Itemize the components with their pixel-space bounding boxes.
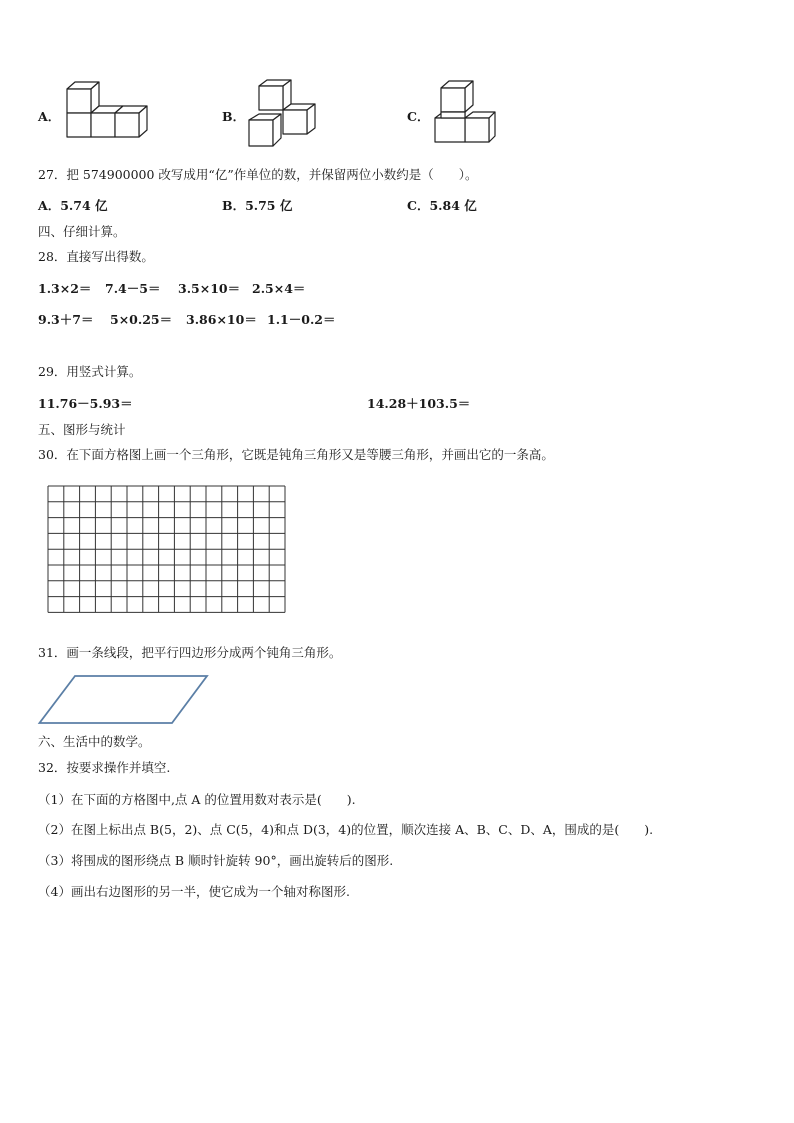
q29-item: 14.28＋103.5＝	[367, 396, 471, 411]
q29-stem: 29．用竖式计算。	[38, 364, 142, 379]
q31-stem: 31．画一条线段，把平行四边形分成两个钝角三角形。	[38, 645, 342, 660]
q32-part-3: （3）将围成的图形绕点 B 顺时针旋转 90°，画出旋转后的图形.	[38, 853, 394, 868]
q28-item: 5×0.25＝	[110, 312, 173, 327]
q32-stem: 32．按要求操作并填空.	[38, 760, 171, 775]
q26-option-a-cube-figure	[62, 84, 154, 148]
q30-stem: 30．在下面方格图上画一个三角形，它既是钝角三角形又是等腰三角形，并画出它的一条高。	[38, 447, 554, 462]
q28-item: 3.5×10＝	[178, 281, 241, 296]
q28-item: 1.3×2＝	[38, 281, 92, 296]
q28-item: 2.5×4＝	[252, 281, 306, 296]
q32-part-2: （2）在图上标出点 B(5，2)、点 C(5，4)和点 D(3，4)的位置，顺次连接 A、B、C、D、A，围成的是( ).	[38, 822, 654, 837]
q28-item: 7.4－5＝	[105, 281, 161, 296]
q28-item: 3.86×10＝	[186, 312, 257, 327]
q26-option-b-cube-figure	[246, 80, 322, 150]
q32-part-4: （4）画出右边图形的另一半，使它成为一个轴对称图形.	[38, 884, 350, 899]
q32-part-1: （1）在下面的方格图中,点 A 的位置用数对表示是( ).	[38, 792, 356, 807]
q28-item: 1.1－0.2＝	[267, 312, 336, 327]
q28-stem: 28．直接写出得数。	[38, 249, 154, 264]
q26-option-a-label: A．	[38, 109, 61, 124]
q27-option-c: C．5.84 亿	[407, 198, 477, 213]
q26-option-c-cube-figure	[431, 80, 503, 152]
q28-item: 9.3＋7＝	[38, 312, 94, 327]
q31-parallelogram[interactable]	[38, 674, 210, 726]
section-4-heading: 四、仔细计算。	[38, 224, 126, 239]
q27-stem: 27．把 574900000 改写成用“亿”作单位的数，并保留两位小数约是（ ）。	[38, 167, 478, 182]
q30-square-grid[interactable]	[47, 485, 287, 621]
section-6-heading: 六、生活中的数学。	[38, 734, 151, 749]
q26-option-b-label: B．	[222, 109, 246, 124]
q29-item: 11.76－5.93＝	[38, 396, 133, 411]
section-5-heading: 五、图形与统计	[38, 422, 126, 437]
q27-option-a: A．5.74 亿	[38, 198, 108, 213]
q26-option-c-label: C．	[407, 109, 430, 124]
q27-option-b: B．5.75 亿	[222, 198, 293, 213]
